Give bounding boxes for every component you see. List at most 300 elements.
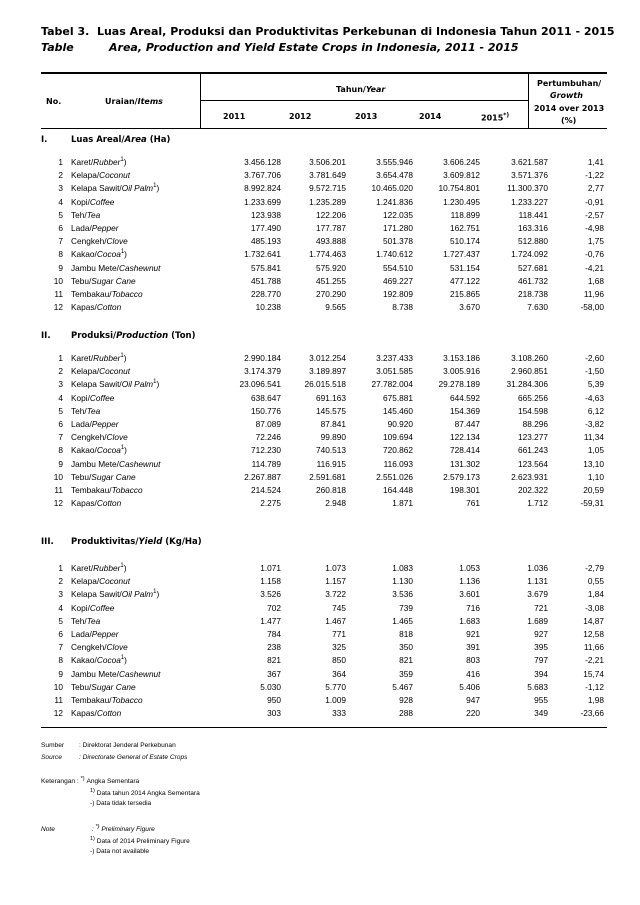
cell-value: 803 <box>466 655 480 666</box>
table-row <box>41 249 607 261</box>
table-row <box>41 406 607 418</box>
cell-value: 1.712 <box>527 498 548 509</box>
cell-value: 3.601 <box>459 589 480 600</box>
cell-value: 3.781.649 <box>309 170 346 181</box>
row-number: 7 <box>58 642 63 653</box>
section-heading: I. Luas Areal/Area (Ha) <box>41 135 171 145</box>
row-number: 6 <box>58 223 63 233</box>
cell-value: 691.163 <box>316 392 346 403</box>
table-row <box>41 459 607 471</box>
cell-value: 2.623.931 <box>511 471 548 482</box>
cell-value: 1.871 <box>392 498 413 509</box>
cell-value: 3.051.585 <box>376 366 413 377</box>
cell-value: 3.722 <box>325 589 346 600</box>
cell-value: 928 <box>399 695 413 705</box>
cell-value: 214.524 <box>251 485 281 495</box>
cell-growth: 6,12 <box>587 405 604 416</box>
row-label: Kakao/Cocoa$^1$) <box>71 249 127 260</box>
cell-growth: -2,57 <box>585 209 604 220</box>
footer-ket-2: $^{1)}$ Data tahun 2014 Angka Sementara <box>90 788 200 798</box>
row-number: 1 <box>58 353 63 363</box>
cell-value: 10.238 <box>255 302 281 313</box>
row-label: Cengkeh/Clove <box>71 642 128 653</box>
cell-growth: -2,60 <box>585 353 604 363</box>
cell-value: 171.280 <box>383 223 413 233</box>
cell-growth: 1,68 <box>587 275 604 286</box>
cell-value: 1.230.495 <box>443 196 480 207</box>
cell-value: 3.654.478 <box>376 170 413 181</box>
table-row <box>41 472 607 484</box>
cell-value: 162.751 <box>450 223 480 233</box>
cell-value: 109.694 <box>383 432 413 443</box>
cell-value: 3.526 <box>260 589 281 600</box>
table-row <box>41 616 607 628</box>
cell-growth: 12,58 <box>583 629 604 639</box>
cell-value: 90.920 <box>387 419 413 429</box>
footer-keterangan: Keterangan : *) Angka Sementara <box>41 776 140 786</box>
row-label: Kelapa Sawit/Oil Palm$^1$) <box>71 379 160 390</box>
row-number: 12 <box>53 302 63 313</box>
cell-growth: 11,34 <box>583 432 604 443</box>
row-label: Tembakau/Tobacco <box>71 485 143 495</box>
cell-value: 123.938 <box>251 209 281 220</box>
cell-value: 288 <box>399 708 413 719</box>
table-row <box>41 183 607 195</box>
cell-value: 1.233.699 <box>244 196 281 207</box>
row-label: Karet/Rubber$^1$) <box>71 157 127 167</box>
cell-value: 9.572.715 <box>309 183 346 194</box>
cell-value: 87.841 <box>320 419 346 429</box>
cell-growth: -59,31 <box>580 498 604 509</box>
footer-note: Note : *) Preliminary Figure <box>41 824 155 834</box>
row-number: 10 <box>53 275 63 286</box>
table-row <box>41 498 607 510</box>
table-row <box>41 419 607 431</box>
cell-value: 469.227 <box>383 275 413 286</box>
cell-growth: 1,98 <box>587 695 604 705</box>
row-label: Cengkeh/Clove <box>71 432 128 443</box>
table-row <box>41 263 607 275</box>
row-label: Kopi/Coffee <box>71 392 115 403</box>
cell-value: 116.093 <box>383 458 413 469</box>
row-label: Jambu Mete/Cashewnut <box>71 458 161 469</box>
cell-growth: -2,21 <box>585 655 604 666</box>
cell-value: 1.774.463 <box>309 249 346 260</box>
table-row <box>41 695 607 707</box>
row-number: 3 <box>58 589 63 600</box>
cell-value: 122.206 <box>316 209 346 220</box>
cell-value: 2.267.887 <box>244 471 281 482</box>
header-growth: Growth <box>550 91 583 100</box>
cell-value: 145.575 <box>316 405 346 416</box>
cell-value: 712.230 <box>251 445 281 456</box>
header-uraian: Uraian/Items <box>105 97 163 106</box>
row-number: 12 <box>53 708 63 719</box>
footer-ket-3: -) Data tidak tersedia <box>90 800 152 807</box>
cell-value: 797 <box>534 655 548 666</box>
table-row <box>41 379 607 391</box>
table-row <box>41 157 607 169</box>
cell-value: 3.174.379 <box>244 366 281 377</box>
cell-value: 1.131 <box>527 576 548 587</box>
cell-value: 1.157 <box>325 576 346 587</box>
cell-value: 367 <box>267 668 281 679</box>
row-number: 1 <box>58 157 63 167</box>
row-number: 8 <box>58 249 63 260</box>
cell-value: 644.592 <box>450 392 480 403</box>
cell-value: 122.134 <box>450 432 480 443</box>
cell-value: 947 <box>466 695 480 705</box>
cell-value: 1.053 <box>459 563 480 573</box>
cell-value: 3.536 <box>392 589 413 600</box>
cell-value: 238 <box>267 642 281 653</box>
row-number: 11 <box>54 485 63 495</box>
cell-value: 215.865 <box>450 289 480 299</box>
cell-value: 451.255 <box>316 275 346 286</box>
cell-value: 1.465 <box>392 615 413 626</box>
table-row <box>41 210 607 222</box>
row-label: Kapas/Cotton <box>71 498 122 509</box>
footer-note-3: -) Data not available <box>90 848 150 855</box>
row-label: Karet/Rubber$^1$) <box>71 353 127 363</box>
cell-value: 359 <box>399 668 413 679</box>
cell-value: 784 <box>267 629 281 639</box>
cell-growth: -2,79 <box>585 563 604 573</box>
cell-value: 177.787 <box>316 223 346 233</box>
row-label: Cengkeh/Clove <box>71 236 128 247</box>
cell-value: 1.073 <box>325 563 346 573</box>
cell-value: 5.030 <box>260 681 281 692</box>
row-label: Kopi/Coffee <box>71 602 115 613</box>
cell-value: 228.770 <box>251 289 281 299</box>
cell-value: 740.513 <box>316 445 346 456</box>
row-label: Tebu/Sugar Cane <box>71 681 136 692</box>
cell-value: 721 <box>534 602 548 613</box>
cell-value: 2.960.851 <box>511 366 548 377</box>
cell-value: 260.818 <box>316 485 346 495</box>
cell-value: 461.732 <box>518 275 548 286</box>
cell-growth: -1,22 <box>585 170 604 181</box>
cell-value: 2.551.026 <box>376 471 413 482</box>
cell-value: 31.284.306 <box>506 379 548 390</box>
cell-value: 493.888 <box>316 236 346 247</box>
header-over: 2014 over 2013 <box>534 104 605 113</box>
cell-value: 3.237.433 <box>376 353 413 363</box>
row-label: Tebu/Sugar Cane <box>71 471 136 482</box>
row-number: 8 <box>58 655 63 666</box>
cell-value: 3.609.812 <box>443 170 480 181</box>
cell-value: 333 <box>332 708 346 719</box>
cell-value: 451.788 <box>251 275 281 286</box>
cell-growth: -3,08 <box>585 602 604 613</box>
cell-value: 123.277 <box>518 432 548 443</box>
cell-value: 1.083 <box>392 563 413 573</box>
cell-value: 2.579.173 <box>443 471 480 482</box>
row-number: 9 <box>58 668 63 679</box>
cell-value: 394 <box>534 668 548 679</box>
cell-value: 164.448 <box>383 485 413 495</box>
table-row <box>41 432 607 444</box>
cell-value: 818 <box>399 629 413 639</box>
cell-growth: 11,66 <box>583 642 604 653</box>
cell-value: 771 <box>332 629 346 639</box>
cell-value: 154.598 <box>518 405 548 416</box>
row-label: Teh/Tea <box>71 405 101 416</box>
row-label: Kapas/Cotton <box>71 302 122 313</box>
cell-value: 192.809 <box>383 289 413 299</box>
cell-value: 391 <box>466 642 480 653</box>
row-number: 7 <box>58 236 63 247</box>
cell-growth: -58,00 <box>580 302 604 313</box>
cell-value: 1.158 <box>260 576 281 587</box>
cell-value: 1.071 <box>260 563 281 573</box>
cell-value: 1.724.092 <box>511 249 548 260</box>
cell-growth: 1,41 <box>587 157 604 167</box>
row-number: 6 <box>58 419 63 429</box>
cell-value: 131.302 <box>450 458 480 469</box>
table-row <box>41 629 607 641</box>
row-number: 2 <box>58 576 63 587</box>
table-row <box>41 289 607 301</box>
table-row <box>41 682 607 694</box>
cell-value: 3.012.254 <box>309 353 346 363</box>
header-year-2012: 2012 <box>289 112 312 121</box>
header-tahun: Tahun/Year <box>336 85 386 94</box>
cell-growth: -0,91 <box>585 196 604 207</box>
cell-value: 821 <box>399 655 413 666</box>
row-label: Lada/Pepper <box>71 629 119 639</box>
row-label: Lada/Pepper <box>71 223 119 233</box>
cell-value: 527.681 <box>518 262 548 273</box>
cell-value: 3.767.706 <box>244 170 281 181</box>
row-label: Kopi/Coffee <box>71 196 115 207</box>
cell-value: 26.015.518 <box>304 379 346 390</box>
cell-growth: -4,98 <box>585 223 604 233</box>
header-year-2013: 2013 <box>355 112 378 121</box>
cell-value: 3.571.376 <box>511 170 548 181</box>
cell-growth: 5,39 <box>587 379 604 390</box>
cell-value: 198.301 <box>450 485 480 495</box>
cell-value: 1.477 <box>260 615 281 626</box>
cell-value: 122.035 <box>383 209 413 220</box>
row-number: 11 <box>54 289 63 299</box>
cell-growth: 11,96 <box>583 289 604 299</box>
cell-value: 163.316 <box>518 223 548 233</box>
cell-value: 150.776 <box>251 405 281 416</box>
cell-growth: 1,75 <box>587 236 604 247</box>
table-row <box>41 170 607 182</box>
cell-value: 87.089 <box>255 419 281 429</box>
section-heading: II. Produksi/Production (Ton) <box>41 331 196 341</box>
row-label: Kelapa Sawit/Oil Palm$^1$) <box>71 589 160 600</box>
cell-value: 1.732.641 <box>244 249 281 260</box>
row-label: Kelapa/Coconut <box>71 576 131 587</box>
cell-growth: -4,21 <box>585 262 604 273</box>
cell-value: 728.414 <box>450 445 480 456</box>
table-row <box>41 393 607 405</box>
cell-value: 72.246 <box>255 432 281 443</box>
cell-value: 850 <box>332 655 346 666</box>
cell-value: 3.108.260 <box>511 353 548 363</box>
cell-value: 10.465.020 <box>371 183 413 194</box>
cell-value: 716 <box>466 602 480 613</box>
section-heading: III. Produktivitas/Yield (Kg/Ha) <box>41 537 202 547</box>
cell-growth: 14,87 <box>583 615 604 626</box>
cell-value: 2.275 <box>260 498 281 509</box>
cell-value: 1.136 <box>459 576 480 587</box>
cell-value: 87.447 <box>454 419 480 429</box>
cell-growth: -1,12 <box>585 681 604 692</box>
cell-value: 1.740.612 <box>376 249 413 260</box>
cell-growth: 13,10 <box>583 458 604 469</box>
cell-value: 3.621.587 <box>511 157 548 167</box>
cell-value: 554.510 <box>383 262 413 273</box>
cell-value: 1.233.227 <box>511 196 548 207</box>
cell-value: 395 <box>534 642 548 653</box>
row-number: 5 <box>58 209 63 220</box>
table-row <box>41 669 607 681</box>
cell-growth: -0,76 <box>585 249 604 260</box>
header-year-rule <box>200 100 528 101</box>
row-label: Kakao/Cocoa$^1$) <box>71 445 127 456</box>
footer-source: Source : Directorate General of Estate Crops <box>41 754 188 761</box>
table-row <box>41 366 607 378</box>
cell-value: 349 <box>534 708 548 719</box>
header-divider-left <box>200 74 201 128</box>
header-no: No. <box>46 97 62 106</box>
cell-growth: 1,10 <box>587 471 604 482</box>
table-row <box>41 589 607 601</box>
table-row <box>41 302 607 314</box>
cell-value: 3.506.201 <box>309 157 346 167</box>
cell-value: 675.881 <box>383 392 413 403</box>
header-year-2014: 2014 <box>419 112 442 121</box>
cell-value: 745 <box>332 602 346 613</box>
header-year-2011: 2011 <box>223 112 246 121</box>
row-label: Tembakau/Tobacco <box>71 289 143 299</box>
cell-growth: 1,84 <box>587 589 604 600</box>
cell-value: 950 <box>267 695 281 705</box>
table-title-id: Tabel 3. Luas Areal, Produksi dan Produktivitas Perkebunan di Indonesia Tahun 2011 - 2015 <box>41 25 615 38</box>
row-label: Kelapa/Coconut <box>71 170 131 181</box>
cell-value: 118.899 <box>450 209 480 220</box>
row-number: 4 <box>58 602 63 613</box>
cell-value: 575.920 <box>316 262 346 273</box>
row-number: 4 <box>58 196 63 207</box>
cell-value: 1.009 <box>325 695 346 705</box>
footer-sumber: Sumber : Direktorat Jenderal Perkebunan <box>41 742 176 749</box>
cell-value: 1.467 <box>325 615 346 626</box>
row-number: 10 <box>53 471 63 482</box>
row-label: Kakao/Cocoa$^1$) <box>71 655 127 666</box>
row-number: 3 <box>58 183 63 194</box>
table-row <box>41 655 607 667</box>
cell-value: 29.278.189 <box>438 379 480 390</box>
cell-value: 177.490 <box>251 223 281 233</box>
cell-growth: 1,05 <box>587 445 604 456</box>
row-number: 5 <box>58 405 63 416</box>
cell-value: 512.880 <box>518 236 548 247</box>
row-number: 11 <box>54 695 63 705</box>
row-number: 6 <box>58 629 63 639</box>
row-label: Kelapa Sawit/Oil Palm$^1$) <box>71 183 160 194</box>
row-label: Tebu/Sugar Cane <box>71 275 136 286</box>
cell-value: 10.754.801 <box>438 183 480 194</box>
row-number: 3 <box>58 379 63 390</box>
row-number: 2 <box>58 366 63 377</box>
cell-value: 1.130 <box>392 576 413 587</box>
cell-value: 118.441 <box>518 209 548 220</box>
table-title-en: Table Area, Production and Yield Estate Crops in Indonesia, 2011 - 2015 <box>41 41 519 54</box>
cell-value: 3.005.916 <box>443 366 480 377</box>
header-year-2015: 2015*) <box>481 112 510 123</box>
table-row <box>41 642 607 654</box>
table-row <box>41 445 607 457</box>
cell-value: 2.990.184 <box>244 353 281 363</box>
cell-value: 23.096.541 <box>239 379 281 390</box>
table-row <box>41 485 607 497</box>
row-number: 5 <box>58 615 63 626</box>
cell-value: 3.679 <box>527 589 548 600</box>
row-number: 2 <box>58 170 63 181</box>
row-label: Teh/Tea <box>71 209 101 220</box>
cell-value: 702 <box>267 602 281 613</box>
row-number: 12 <box>53 498 63 509</box>
cell-growth: 15,74 <box>583 668 604 679</box>
cell-growth: -3,82 <box>585 419 604 429</box>
cell-value: 477.122 <box>450 275 480 286</box>
cell-value: 2.591.681 <box>309 471 346 482</box>
cell-value: 325 <box>332 642 346 653</box>
row-label: Kapas/Cotton <box>71 708 122 719</box>
cell-value: 761 <box>466 498 480 509</box>
cell-value: 9.565 <box>325 302 346 313</box>
header-bottom-rule <box>41 128 607 129</box>
cell-value: 270.290 <box>316 289 346 299</box>
header-percent: (%) <box>561 116 577 125</box>
table-row <box>41 236 607 248</box>
table-row <box>41 708 607 720</box>
cell-value: 1.689 <box>527 615 548 626</box>
cell-value: 220 <box>466 708 480 719</box>
table-row <box>41 276 607 288</box>
row-label: Lada/Pepper <box>71 419 119 429</box>
row-label: Tembakau/Tobacco <box>71 695 143 705</box>
cell-value: 921 <box>466 629 480 639</box>
cell-value: 821 <box>267 655 281 666</box>
cell-value: 218.738 <box>518 289 548 299</box>
cell-value: 955 <box>534 695 548 705</box>
cell-value: 5.770 <box>325 681 346 692</box>
cell-value: 3.670 <box>459 302 480 313</box>
cell-value: 116.915 <box>316 458 346 469</box>
row-label: Teh/Tea <box>71 615 101 626</box>
cell-value: 145.460 <box>383 405 413 416</box>
row-number: 10 <box>53 681 63 692</box>
cell-value: 501.378 <box>383 236 413 247</box>
row-number: 8 <box>58 445 63 456</box>
cell-value: 3.189.897 <box>309 366 346 377</box>
table-row <box>41 223 607 235</box>
cell-value: 665.256 <box>518 392 548 403</box>
cell-value: 303 <box>267 708 281 719</box>
cell-value: 739 <box>399 602 413 613</box>
row-label: Jambu Mete/Cashewnut <box>71 262 161 273</box>
cell-value: 661.243 <box>518 445 548 456</box>
row-number: 4 <box>58 392 63 403</box>
row-number: 7 <box>58 432 63 443</box>
table-bottom-rule <box>41 727 607 728</box>
